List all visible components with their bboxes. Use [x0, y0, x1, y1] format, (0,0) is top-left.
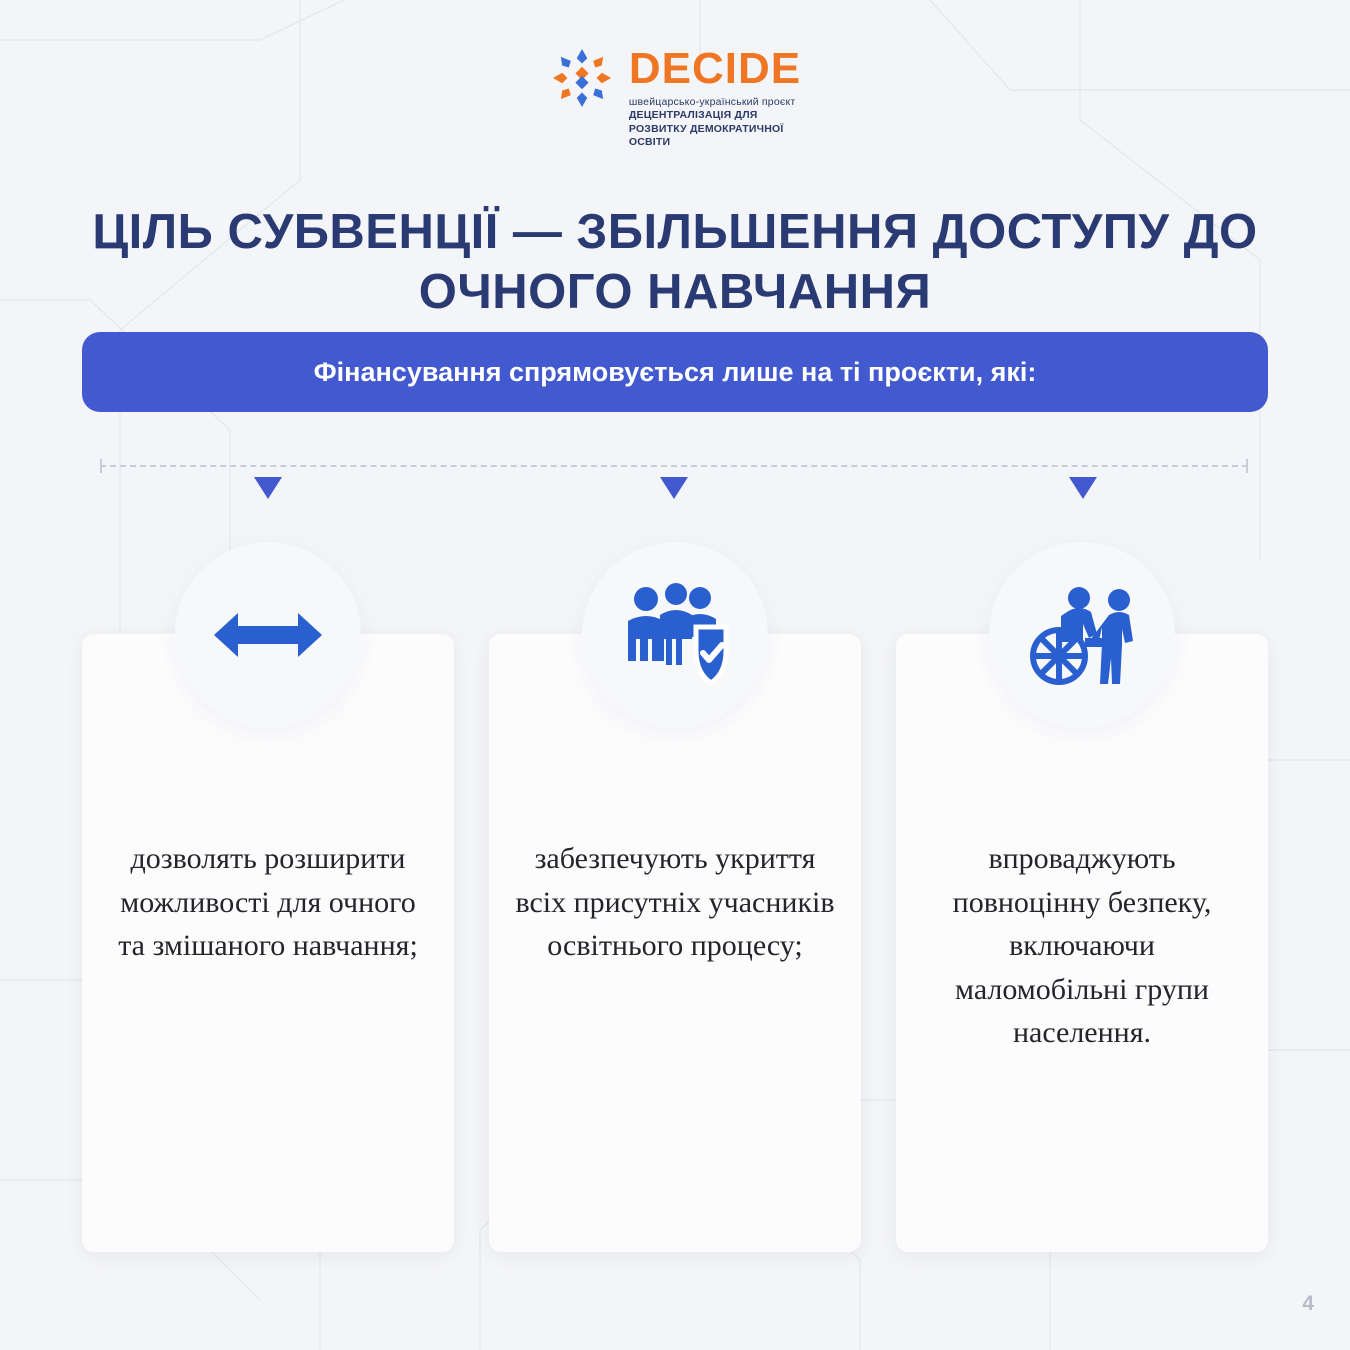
banner	[82, 332, 1268, 412]
decide-logo	[0, 45, 1350, 150]
card-1-icon-circle	[175, 542, 361, 728]
page-number: 4	[1302, 1292, 1314, 1315]
card-1	[82, 634, 454, 1252]
decide-snowflake-logo-icon	[549, 45, 615, 111]
logo-subtitle-line1: швейцарсько-український проєкт	[628, 96, 796, 108]
connector-arrow-2-icon	[660, 477, 688, 499]
card-3-icon-circle	[989, 542, 1175, 728]
connector-arrow-1-icon	[254, 477, 282, 499]
logo-subtitle-line2: ДЕЦЕНТРАЛІЗАЦІЯ ДЛЯ РОЗВИТКУ ДЕМОКРАТИЧНОЇ ОСВІТИ	[628, 109, 784, 149]
page-title: ЦІЛЬ СУБВЕНЦІЇ — ЗБІЛЬШЕННЯ ДОСТУПУ ДО ОЧНОГО НАВЧАННЯ	[92, 204, 1258, 319]
double-arrow-horizontal-icon	[212, 607, 324, 663]
connector-arrow-3-icon	[1069, 477, 1097, 499]
cards-row	[82, 634, 1268, 1252]
people-shield-protection-icon	[620, 583, 730, 687]
card-3-text: впроваджують повноцінну безпеку, включаючи маломобільні групи населення.	[952, 842, 1212, 1049]
wheelchair-assistance-icon	[1023, 582, 1141, 688]
logo-brand-text: DECIDE	[628, 44, 802, 93]
connector-diagram	[100, 455, 1248, 505]
card-3	[896, 634, 1268, 1252]
card-2	[489, 634, 861, 1252]
connector-line	[100, 465, 1248, 467]
card-1-text: дозволять розширити можливості для очного та змішаного навчання;	[118, 842, 418, 962]
card-2-icon-circle	[582, 542, 768, 728]
connector-end-left	[100, 459, 102, 473]
banner-text: Фінансування спрямовується лише на ті проєкти, які:	[313, 356, 1037, 387]
connector-end-right	[1246, 459, 1248, 473]
card-2-text: забезпечують укриття всіх присутніх учасників освітнього процесу;	[515, 842, 835, 962]
